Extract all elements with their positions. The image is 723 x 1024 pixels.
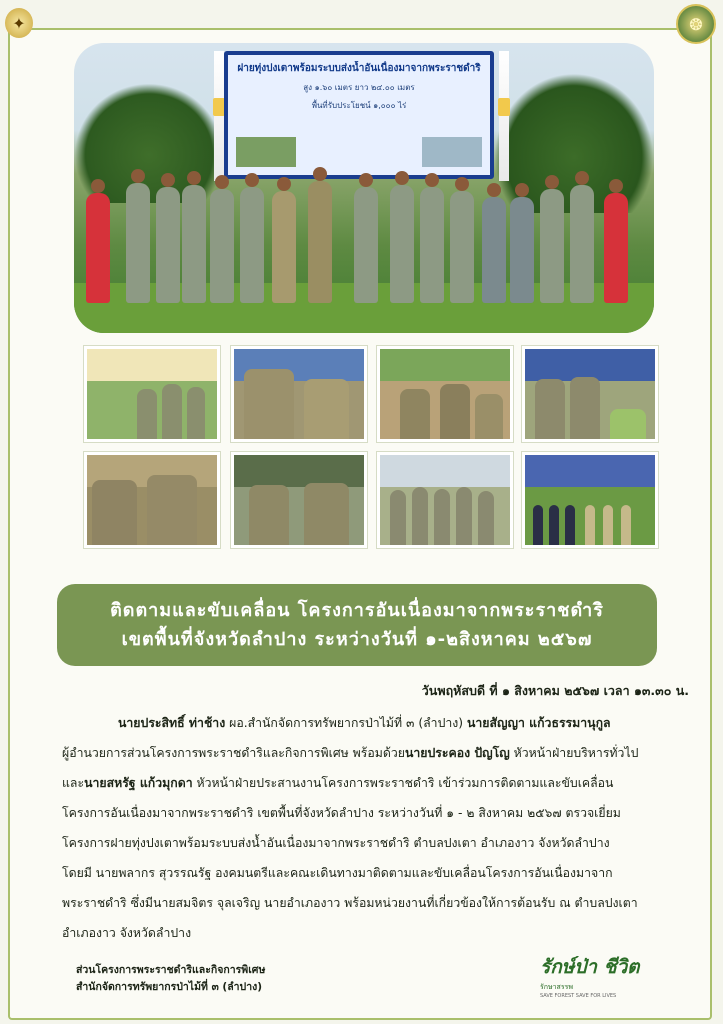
paragraph-line-4: โครงการอันเนื่องมาจากพระราชดำริ เขตพื้นที่จังหวัดลำปาง ระหว่างวันที่ ๑ - ๒ สิงหาคม ๒๕๖๗ ตรวจเยี่ยม bbox=[62, 806, 621, 820]
sign-dimensions: สูง ๑.๖๐ เมตร ยาว ๒๔.๐๐ เมตร bbox=[303, 83, 415, 92]
official-name-2: นายสัญญา แก้วธรรมานุกูล bbox=[467, 716, 611, 730]
ribbon-right bbox=[498, 98, 510, 116]
paragraph-line-1: นายประสิทธิ์ ท่าช้าง ผอ.สำนักจัดการทรัพยากรป่าไม้ที่ ๓ (ลำปาง) นายสัญญา แก้วธรรมานุกูล bbox=[118, 716, 611, 730]
department-seal-icon: ❂ bbox=[676, 4, 716, 44]
royal-forest-emblem-icon: ✦ bbox=[5, 8, 33, 38]
logo-main-text: รักษ์ป่า ชีวิต bbox=[540, 956, 640, 978]
title-banner bbox=[57, 584, 657, 666]
gallery-photo-2 bbox=[231, 346, 367, 442]
person bbox=[308, 181, 332, 303]
person bbox=[126, 183, 150, 303]
official-name-3: นายประคอง ปัญโญ bbox=[404, 746, 510, 760]
sign-title: ฝายทุ่งปงเตาพร้อมระบบส่งน้ำอันเนื่องมาจากพระราชดำริ bbox=[237, 63, 481, 74]
gallery-photo-1 bbox=[84, 346, 220, 442]
person bbox=[272, 191, 296, 303]
gallery-photo-5 bbox=[84, 452, 220, 548]
person bbox=[450, 191, 474, 303]
official-name-1: นายประสิทธิ์ ท่าช้าง bbox=[118, 716, 226, 730]
group-of-officials bbox=[74, 153, 654, 303]
footer-org-line-1: ส่วนโครงการพระราชดำริและกิจการพิเศษ bbox=[76, 964, 266, 976]
logo-sub-text: รักษาสรรพ bbox=[540, 983, 573, 991]
person bbox=[240, 187, 264, 303]
gallery-photo-8 bbox=[522, 452, 658, 548]
footer-org-line-2: สำนักจัดการทรัพยากรป่าไม้ที่ ๓ (ลำปาง) bbox=[76, 981, 263, 993]
gallery-photo-6 bbox=[231, 452, 367, 548]
photo-gallery bbox=[84, 344, 654, 544]
banner-title-line-2: เขตพื้นที่จังหวัดลำปาง ระหว่างวันที่ ๑-๒สิงหาคม ๒๕๖๗ bbox=[121, 629, 593, 650]
person bbox=[182, 185, 206, 303]
gallery-photo-4 bbox=[522, 346, 658, 442]
save-forest-logo bbox=[540, 952, 640, 999]
person bbox=[390, 185, 414, 303]
paragraph-line-3: และนายสหรัฐ แก้วมุกดา หัวหน้าฝ่ายประสานงานโครงการพระราชดำริ เข้าร่วมการติดตามและขับเคลื่อน bbox=[62, 776, 614, 790]
person bbox=[354, 187, 378, 303]
official-name-4: นายสหรัฐ แก้วมุกดา bbox=[84, 776, 193, 790]
logo-tagline: SAVE FOREST SAVE FOR LIVES bbox=[540, 993, 617, 999]
hero-group-photo bbox=[74, 43, 654, 333]
person bbox=[156, 187, 180, 303]
paragraph-line-5: โครงการฝายทุ่งปงเตาพร้อมระบบส่งน้ำอันเนื่องมาจากพระราชดำริ ตำบลปงเตา อำเภองาว จังหวัดลำปาง bbox=[62, 836, 610, 850]
person bbox=[420, 187, 444, 303]
event-datetime: วันพฤหัสบดี ที่ ๑ สิงหาคม ๒๕๖๗ เวลา ๑๓.๓๐ น. bbox=[421, 683, 689, 698]
person bbox=[86, 193, 110, 303]
paragraph-line-8: อำเภองาว จังหวัดลำปาง bbox=[62, 926, 192, 940]
sign-benefit: พื้นที่รับประโยชน์ ๑,๐๐๐ ไร่ bbox=[311, 101, 407, 110]
gallery-photo-7 bbox=[377, 452, 513, 548]
paragraph-line-7: พระราชดำริ ซึ่งมีนายสมจิตร จุลเจริญ นายอำเภองาว พร้อมหน่วยงานที่เกี่ยวข้องให้การต้อนรับ ณ ตำบลปงเตา bbox=[62, 896, 638, 910]
gallery-photo-3 bbox=[377, 346, 513, 442]
person bbox=[570, 185, 594, 303]
paragraph-line-6: โดยมี นายพลากร สุวรรณรัฐ องคมนตรีและคณะเดินทางมาติดตามและขับเคลื่อนโครงการอันเนื่องมาจาก bbox=[62, 866, 613, 880]
person bbox=[510, 197, 534, 303]
person bbox=[604, 193, 628, 303]
person bbox=[540, 189, 564, 303]
paragraph-line-2: ผู้อำนวยการส่วนโครงการพระราชดำริและกิจการพิเศษ พร้อมด้วยนายประคอง ปัญโญ หัวหน้าฝ่ายบริหารทั่วไป bbox=[62, 746, 639, 760]
banner-title-line-1: ติดตามและขับเคลื่อน โครงการอันเนื่องมาจากพระราชดำริ bbox=[110, 600, 604, 621]
news-body bbox=[62, 708, 682, 948]
footer-organization bbox=[76, 962, 265, 996]
person bbox=[482, 197, 506, 303]
person bbox=[210, 189, 234, 303]
